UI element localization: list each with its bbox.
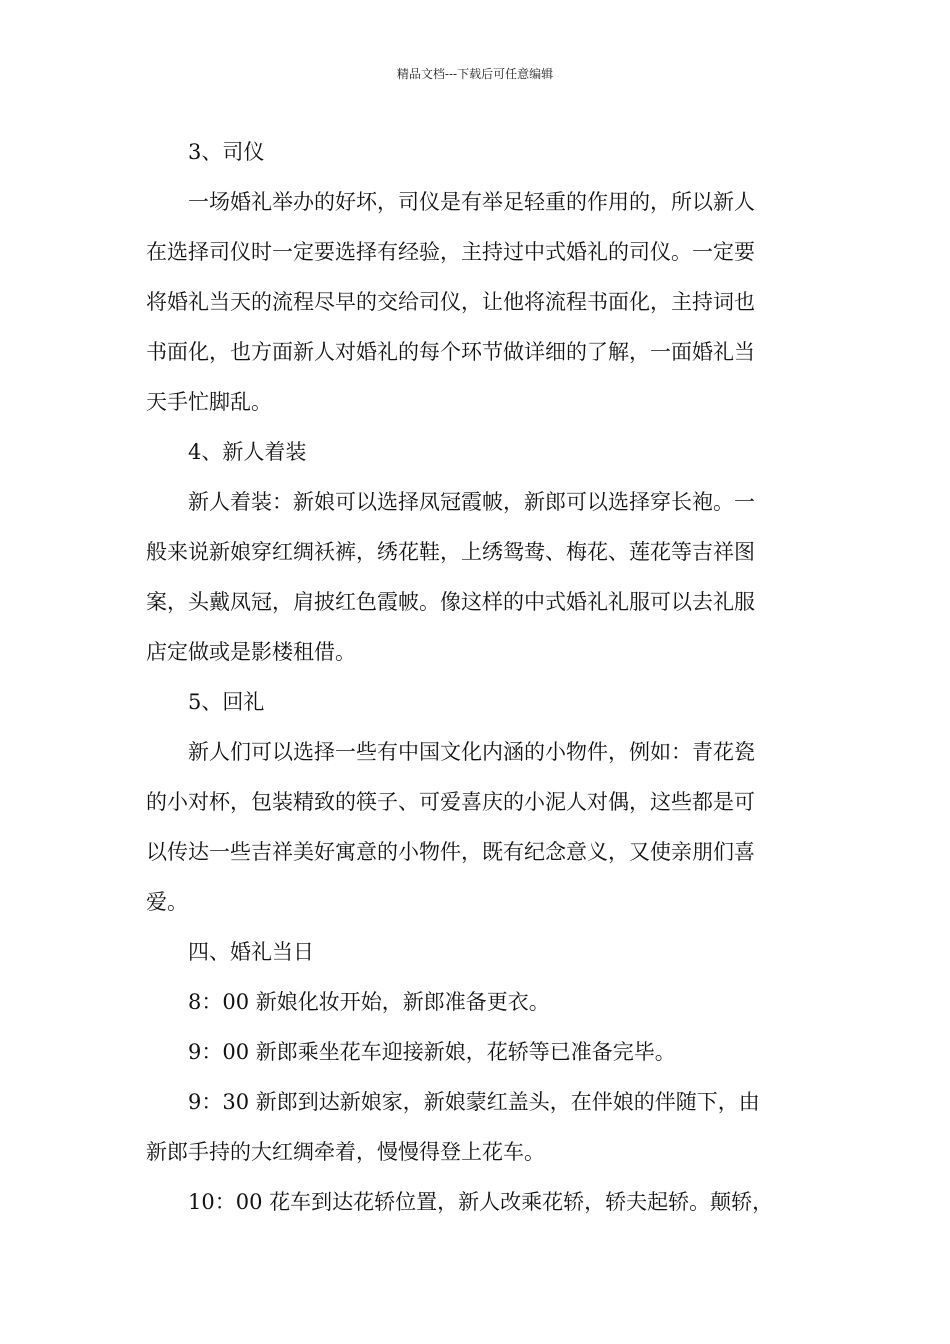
paragraph-line: 案，头戴凤冠，肩披红色霞帔。像这样的中式婚礼礼服可以去礼服 [146,590,755,614]
paragraph-line: 将婚礼当天的流程尽早的交给司仪，让他将流程书面化，主持词也 [146,290,755,314]
section-heading-wedding-day: 四、婚礼当日 [188,940,314,964]
section-heading-attire: 4、新人着装 [188,440,307,464]
paragraph-line: 新人着装：新娘可以选择凤冠霞帔，新郎可以选择穿长袍。一 [188,490,755,514]
paragraph-line: 在选择司仪时一定要选择有经验，主持过中式婚礼的司仪。一定要 [146,240,755,264]
paragraph-line: 般来说新娘穿红绸袄裤，绣花鞋，上绣鸳鸯、梅花、莲花等吉祥图 [146,540,755,564]
schedule-item: 9：00 新郎乘坐花车迎接新娘，花轿等已准备完毕。 [188,1040,676,1064]
paragraph-line: 店定做或是影楼租借。 [146,640,356,664]
paragraph-line: 书面化，也方面新人对婚礼的每个环节做详细的了解，一面婚礼当 [146,340,755,364]
paragraph-line: 的小对杯，包装精致的筷子、可爱喜庆的小泥人对偶，这些都是可 [146,790,755,814]
paragraph-line: 新郎手持的大红绸牵着，慢慢得登上花车。 [146,1140,545,1164]
schedule-item: 9：30 新郎到达新娘家，新娘蒙红盖头，在伴娘的伴随下，由 [188,1090,760,1114]
schedule-item: 8：00 新娘化妆开始，新郎准备更衣。 [188,990,550,1014]
section-heading-officiant: 3、司仪 [188,140,265,164]
section-heading-return-gift: 5、回礼 [188,690,265,714]
document-body [146,127,806,1227]
paragraph-line: 天手忙脚乱。 [146,390,272,414]
paragraph-line: 新人们可以选择一些有中国文化内涵的小物件，例如：青花瓷 [188,740,755,764]
page-header: 精品文档---下载后可任意编辑 [396,67,554,81]
paragraph-line: 一场婚礼举办的好坏，司仪是有举足轻重的作用的，所以新人 [188,190,755,214]
paragraph-line: 爱。 [146,890,188,914]
schedule-item: 10：00 花车到达花轿位置，新人改乘花轿，轿夫起轿。颠轿， [188,1190,774,1214]
paragraph-line: 以传达一些吉祥美好寓意的小物件，既有纪念意义，又使亲朋们喜 [146,840,755,864]
